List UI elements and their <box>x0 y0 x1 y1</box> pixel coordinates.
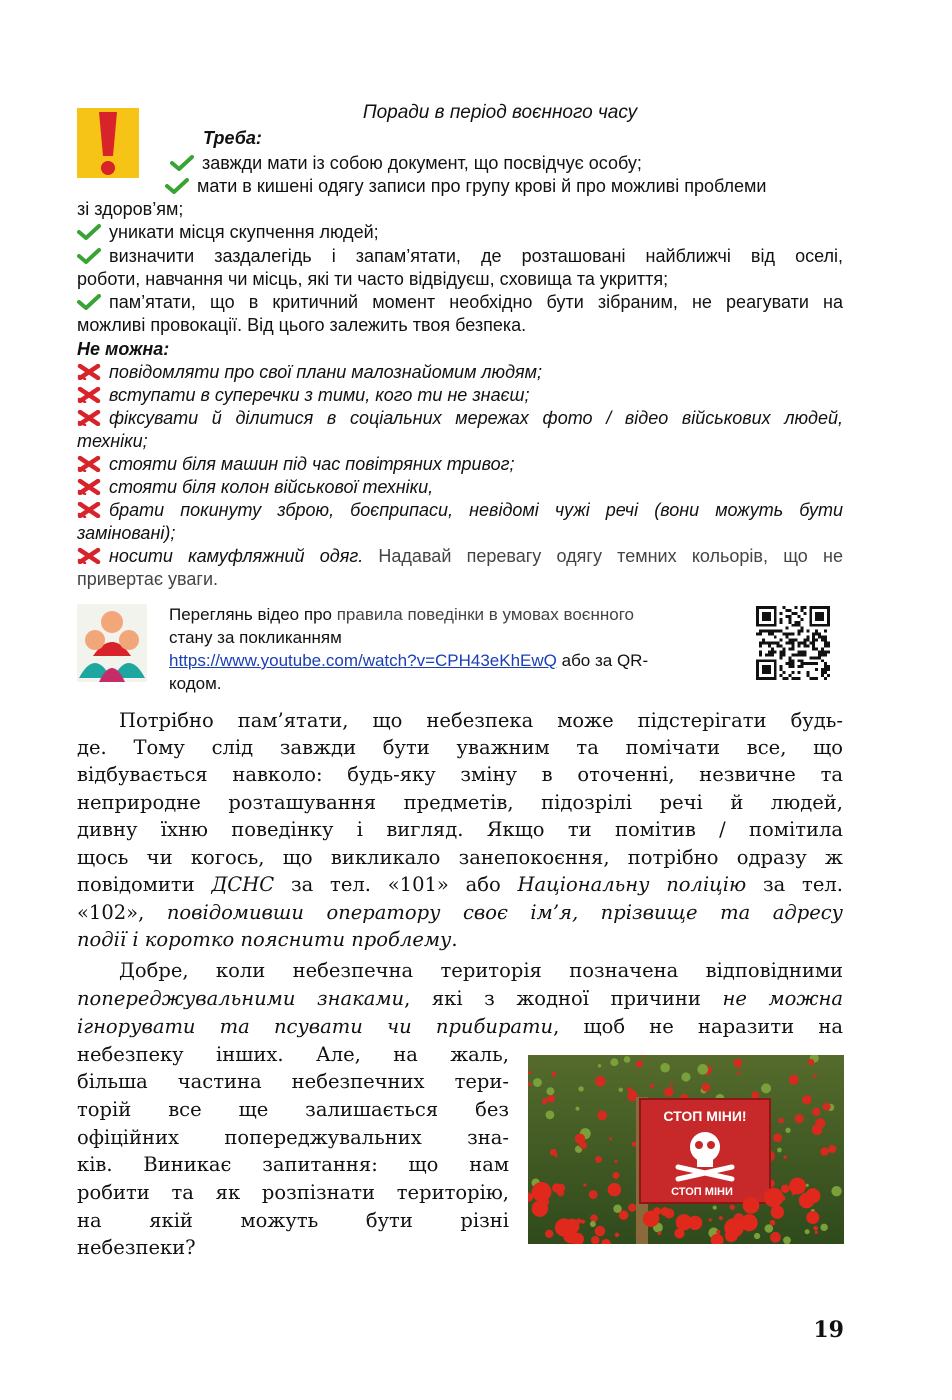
body-line: повідомити ДСНС за тел. «101» або Національну поліцію за тел. <box>77 873 843 896</box>
need-item: пам’ятати, що в критичний момент необхідно бути зібраним, не реагувати на <box>77 291 843 314</box>
cross-icon <box>77 502 101 518</box>
cross-icon <box>77 387 101 403</box>
cannot-item: стояти біля машин під час повітряних тривог; <box>77 453 843 476</box>
body-line: небезпеки? <box>77 1236 196 1259</box>
body-line: ігнорувати та псувати чи прибирати, щоб не наразити на <box>77 1015 843 1038</box>
check-icon <box>77 224 101 240</box>
check-icon <box>77 294 101 310</box>
check-icon <box>170 155 194 171</box>
body-line: щось чи когось, що викликало занепокоєння, потрібно одразу ж <box>77 846 843 869</box>
cannot-item: повідомляти про свої плани малознайомим людям; <box>77 361 843 384</box>
sign-text-bottom: СТОП МІНИ <box>671 1186 733 1198</box>
tips-box-title: Поради в період воєнного часу <box>362 102 638 123</box>
need-item: мати в кишені одягу записи про групу крові й про можливі проблеми <box>165 175 843 198</box>
body-line: офіційних попереджувальних зна- <box>77 1126 509 1149</box>
cannot-item: вступати в суперечки з тими, кого ти не знаєш; <box>77 384 843 407</box>
people-group-icon <box>77 604 147 682</box>
cannot-item-cont: техніки; <box>77 431 148 451</box>
body-line: торій все ще залишається без <box>77 1098 509 1121</box>
cannot-heading: Не можна: <box>77 339 170 359</box>
body-line: робити та як розпізнати територію, <box>77 1181 509 1204</box>
need-item: завжди мати із собою документ, що посвідчує особу; <box>170 152 843 175</box>
body-line: ків. Виникає запитання: що нам <box>77 1153 509 1176</box>
body-line: неприродне розташування предметів, підозрілі речі й людей, <box>77 791 843 814</box>
need-item: визначити заздалегідь і запам’ятати, де розташовані найближчі від оселі, <box>77 245 843 268</box>
video-link[interactable]: https://www.youtube.com/watch?v=CPH43eKhEwQ <box>169 651 557 670</box>
cannot-item: брати покинуту зброю, боєприпаси, невідомі чужі речі (вони можуть бути <box>77 499 843 522</box>
page-number: 19 <box>813 1317 844 1343</box>
need-item: уникати місця скупчення людей; <box>77 221 843 244</box>
body-line: де. Тому слід завжди бути уважним та помічати все, що <box>77 736 843 759</box>
body-line: Потрібно пам’ятати, що небезпека може підстерігати будь- <box>119 709 843 732</box>
need-item-cont: зі здоров’ям; <box>77 199 184 219</box>
check-icon <box>165 178 189 194</box>
body-line: на якій можуть бути різні <box>77 1209 509 1232</box>
body-line: попереджувальними знаками, які з жодної причини не можна <box>77 987 843 1010</box>
minefield-poppies-photo <box>528 1055 844 1244</box>
cross-icon <box>77 548 101 564</box>
cannot-item: фіксувати й ділитися в соціальних мережах фото / відео військових людей, <box>77 407 843 430</box>
qr-code-icon[interactable] <box>756 606 830 680</box>
cannot-item-cont: заміновані); <box>77 523 176 543</box>
cross-icon <box>77 364 101 380</box>
need-item-cont: можливі провокації. Від цього залежить твоя безпека. <box>77 315 527 335</box>
body-line: Добре, коли небезпечна територія позначена відповідними <box>119 959 843 982</box>
cross-icon <box>77 479 101 495</box>
warning-exclamation-icon <box>77 108 139 178</box>
body-line: більша частина небезпечних тери- <box>77 1070 509 1093</box>
cannot-item: носити камуфляжний одяг. Надавай перевагу одягу темних кольорів, що не <box>77 545 843 568</box>
body-line: «102», повідомивши оператору своє ім’я, прізвище та адресу <box>77 901 843 924</box>
video-note: Переглянь відео про правила поведінки в умовах воєнного стану за покликанням https://www.youtube.com/watch?v=CPH43eKhEwQ або за QR- кодом. <box>169 605 649 693</box>
body-line: дивну їхню поведінку і вигляд. Якщо ти помітив / помітила <box>77 818 843 841</box>
cross-icon <box>77 410 101 426</box>
need-heading: Треба: <box>203 128 262 148</box>
cannot-item-cont: привертає уваги. <box>77 569 219 589</box>
sign-text-top: СТОП МІНИ! <box>663 1108 747 1124</box>
body-line: події і коротко пояснити проблему. <box>77 928 458 951</box>
body-line: відбувається навколо: будь-яку зміну в оточенні, незвичне та <box>77 763 843 786</box>
body-line: небезпеку інших. Але, на жаль, <box>77 1043 509 1066</box>
cannot-item: стояти біля колон військової техніки, <box>77 476 843 499</box>
need-item-cont: роботи, навчання чи місць, які ти часто відвідуєш, сховища та укриття; <box>77 269 669 289</box>
check-icon <box>77 248 101 264</box>
cross-icon <box>77 456 101 472</box>
